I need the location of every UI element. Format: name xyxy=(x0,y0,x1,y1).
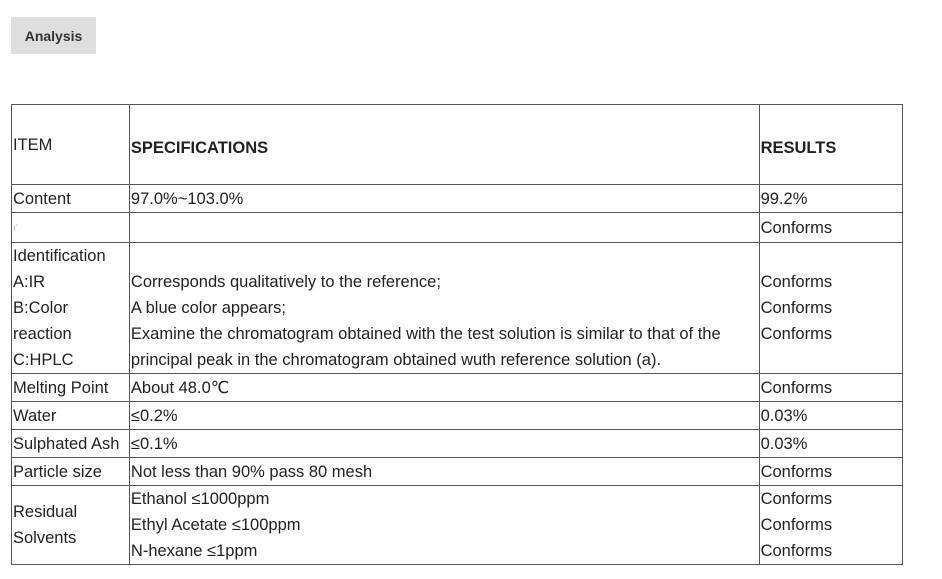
header-row xyxy=(12,105,903,185)
analysis-tab[interactable]: Analysis xyxy=(11,17,96,54)
table-row-sulphated-ash xyxy=(12,430,903,458)
cell-item: ı’ xyxy=(12,213,130,243)
header-item: ITEM xyxy=(12,105,130,185)
cell-item: Particle size xyxy=(12,458,130,486)
cell-result: 0.03% xyxy=(759,402,902,430)
table-row-water xyxy=(12,402,903,430)
cell-item: Identification A:IR B:Color reaction C:HPLC xyxy=(12,243,130,374)
cell-result: Conforms Conforms Conforms xyxy=(759,243,902,374)
cell-result: Conforms xyxy=(759,458,902,486)
cell-result: 0.03% xyxy=(759,430,902,458)
cell-spec: ≤0.2% xyxy=(129,402,759,430)
header-specifications: SPECIFICATIONS xyxy=(129,105,759,185)
cell-spec: 97.0%~103.0% xyxy=(129,185,759,213)
cell-item: Melting Point xyxy=(12,374,130,402)
cell-spec: Not less than 90% pass 80 mesh xyxy=(129,458,759,486)
table-row-identification xyxy=(12,243,903,374)
cell-spec: Ethanol ≤1000ppm Ethyl Acetate ≤100ppm N-hexane ≤1ppm xyxy=(129,486,759,565)
table-row-particle-size xyxy=(12,458,903,486)
cell-spec xyxy=(129,213,759,243)
cell-result: Conforms Conforms Conforms xyxy=(759,486,902,565)
cell-item: Content xyxy=(12,185,130,213)
analysis-table xyxy=(11,104,903,565)
table-row-melting-point xyxy=(12,374,903,402)
cell-item: Sulphated Ash xyxy=(12,430,130,458)
table-row-unlabeled xyxy=(12,213,903,243)
cell-result: 99.2% xyxy=(759,185,902,213)
table-row-residual-solvents xyxy=(12,486,903,565)
cell-spec: ≤0.1% xyxy=(129,430,759,458)
cell-spec: About 48.0℃ xyxy=(129,374,759,402)
cell-spec: Corresponds qualitatively to the reference; A blue color appears; Examine the chromatogram obtained with the test solution is similar to that of the principal peak in the chromatogram obtained wuth reference solution (a). xyxy=(129,243,759,374)
table-row-content xyxy=(12,185,903,213)
cell-result: Conforms xyxy=(759,374,902,402)
cell-result: Conforms xyxy=(759,213,902,243)
cell-item: Water xyxy=(12,402,130,430)
cell-item: Residual Solvents xyxy=(12,486,130,565)
header-results: RESULTS xyxy=(759,105,902,185)
